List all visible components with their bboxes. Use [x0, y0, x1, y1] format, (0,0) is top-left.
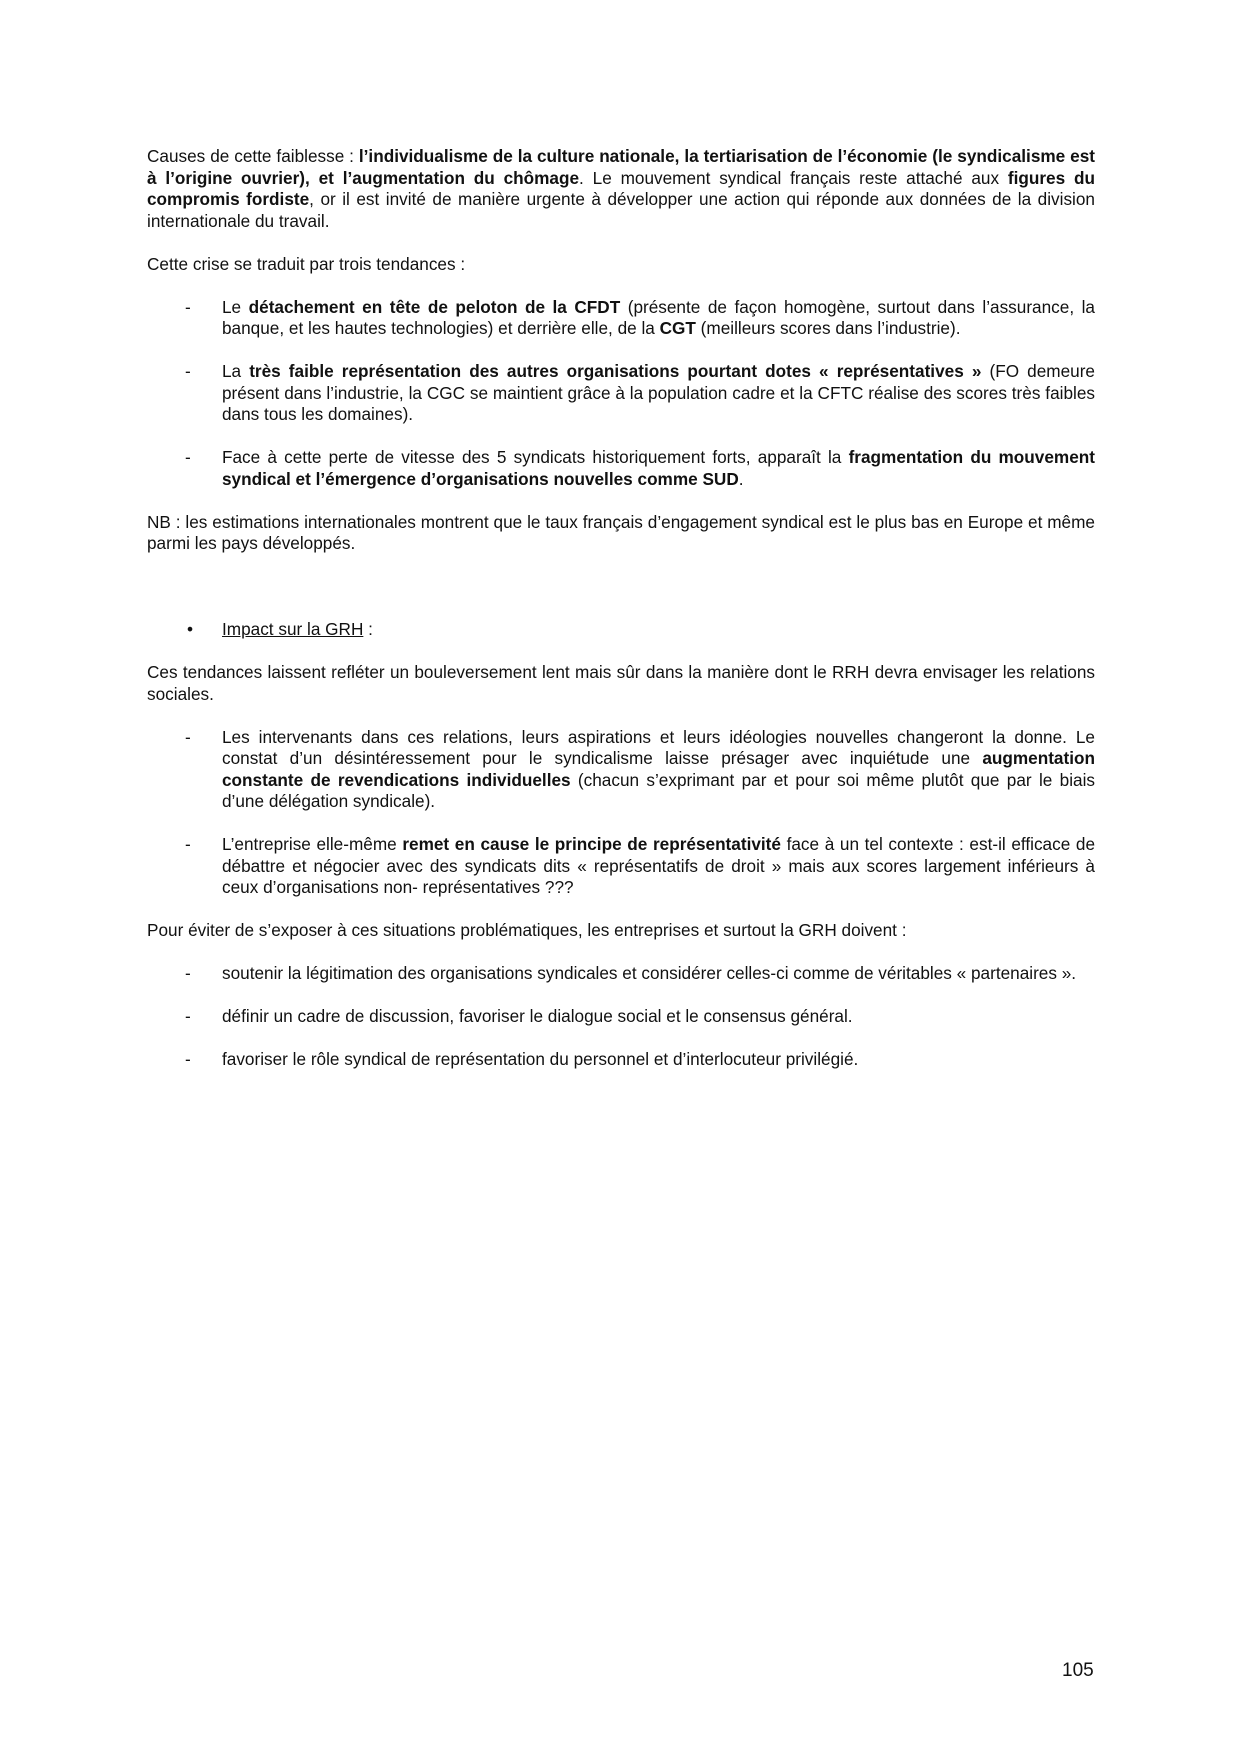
page-number: 105	[1062, 1660, 1094, 1681]
paragraph-nb: NB : les estimations internationales montrent que le taux français d’engagement syndical est le plus bas en Europe et même parmi les pays développés.	[147, 511, 1095, 553]
document-body	[147, 146, 1095, 1071]
dash-marker: -	[185, 1006, 191, 1026]
list-item-tendance-1: - Le détachement en tête de peloton de la CFDT (présente de façon homogène, surtout dans l’assurance, la banque, et les hautes technologies) et derrière elle, de la CGT (meilleurs scores dans l’industrie).	[185, 296, 1095, 338]
section-heading-impact: • Impact sur la GRH :	[187, 619, 373, 639]
dash-marker: -	[185, 1049, 191, 1069]
list-item-action-2: - définir un cadre de discussion, favoriser le dialogue social et le consensus général.	[185, 1006, 853, 1026]
list-item-action-3: - favoriser le rôle syndical de représentation du personnel et d’interlocuteur privilégié.	[185, 1049, 859, 1069]
dash-marker: -	[185, 447, 191, 467]
paragraph-tendances-intro: Cette crise se traduit par trois tendances :	[147, 253, 466, 274]
impact-title: Impact sur la GRH	[222, 619, 364, 639]
dash-marker: -	[185, 296, 191, 317]
paragraph-eviter: Pour éviter de s’exposer à ces situations problématiques, les entreprises et surtout la GRH doivent :	[147, 920, 907, 940]
list-item-impact-1: - Les intervenants dans ces relations, leurs aspirations et leurs idéologies nouvelles changeront la donne. Le constat d’un désintéressement pour le syndicalisme laisse présager avec inquiétude une augmentation constante de revendications individuelles (chacun s’exprimant par et pour soi même plutôt que par le biais d’une délégation syndicale).	[185, 726, 1095, 811]
dash-marker: -	[185, 726, 191, 747]
list-item-tendance-2: - La très faible représentation des autres organisations pourtant dotes « représentatives » (FO demeure présent dans l’industrie, la CGC se maintient grâce à la population cadre et la CFTC réalise des scores très faibles dans tous les domaines).	[185, 361, 1095, 424]
paragraph-tendances-impact: Ces tendances laissent refléter un bouleversement lent mais sûr dans la manière dont le RRH devra envisager les relations sociales.	[147, 662, 1095, 704]
dash-marker: -	[185, 963, 191, 983]
list-item-action-1: - soutenir la légitimation des organisations syndicales et considérer celles-ci comme de véritables « partenaires ».	[147, 963, 1095, 985]
bullet-icon: •	[187, 619, 194, 639]
list-item-tendance-3: - Face à cette perte de vitesse des 5 syndicats historiquement forts, apparaît la fragmentation du mouvement syndical et l’émergence d’organisations nouvelles comme SUD.	[185, 447, 1095, 489]
paragraph-causes: Causes de cette faiblesse : l’individualisme de la culture nationale, la tertiarisation de l’économie (le syndicalisme est à l’origine ouvrier), et l’augmentation du chômage. Le mouvement syndical français reste attaché aux figures du compromis fordiste, or il est invité de manière urgente à développer une action qui réponde aux données de la division internationale du travail.	[147, 146, 1095, 231]
dash-marker: -	[185, 834, 191, 854]
list-item-impact-2: - L’entreprise elle-même remet en cause le principe de représentativité face à un tel contexte : est-il efficace de débattre et négocier avec des syndicats dits « représentatifs de droit » mais aux scores largement inférieurs à ceux d’organisations non- représentatives ???	[185, 834, 1095, 897]
dash-marker: -	[185, 361, 191, 381]
